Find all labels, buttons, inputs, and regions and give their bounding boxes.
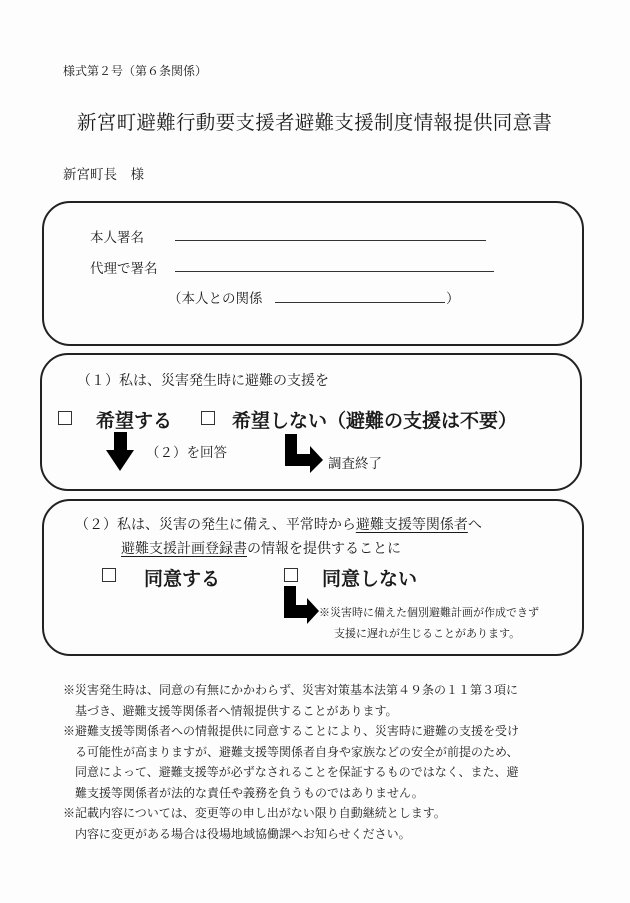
want-support-checkbox[interactable] [58,411,72,425]
proxy-signature-field[interactable] [175,271,494,272]
question2-prompt-line1: （２）私は、災害の発生に備え、平常時から避難支援等関係者へ [75,517,482,533]
arrow-turn-right-icon [283,586,323,624]
note-line: 難支援等関係者が法的な責任や義務を負うものではありません。 [63,785,424,800]
note-line: 基づき、避難支援等関係者へ情報提供することがあります。 [63,703,398,718]
form-number: 様式第２号（第６条関係） [63,64,208,78]
question2-prompt-line2: 避難支援計画登録書の情報を提供することに [121,541,401,557]
self-signature-field[interactable] [175,240,486,241]
consent-label: 同意する [144,568,221,590]
notes [63,680,519,844]
note-line: ※避難支援等関係者への情報提供に同意することにより、災害時に避難の支援を受け [63,724,520,738]
document-title: 新宮町避難行動要支援者避難支援制度情報提供同意書 [77,111,553,134]
note-line: 内容に変更がある場合は役場地域協働課へお知らせください。 [63,826,411,841]
arrow-turn-right-icon [285,434,325,474]
no-support-checkbox[interactable] [201,411,215,425]
no-consent-checkbox[interactable] [284,568,298,582]
relationship-label: （本人との関係 [168,291,263,307]
relationship-field[interactable] [275,302,445,303]
no-support-label: 希望しない（避難の支援は不要） [232,410,518,432]
arrow-down-icon [106,432,134,472]
question1-yes-next: （２）を回答 [146,445,227,461]
self-signature-label: 本人署名 [90,230,144,246]
want-support-label: 希望する [96,410,173,432]
no-consent-note-line1: ※災害時に備えた個別避難計画が作成できず [319,606,539,619]
addressee: 新宮町長 様 [63,167,144,183]
note-line: 同意によって、避難支援等が必ずなされることを保証するものではなく、また、避 [63,765,519,779]
note-line: る可能性が高まりますが、避難支援等関係者自身や家族などの安全が前提のため、 [63,744,519,759]
question1-prompt: （１）私は、災害発生時に避難の支援を [77,373,329,389]
proxy-signature-label: 代理で署名 [90,261,158,277]
relationship-close: ） [446,291,460,307]
no-consent-label: 同意しない [322,568,418,590]
note-line: ※記載内容については、変更等の申し出がない限り自動継続とします。 [63,806,446,820]
note-line: ※災害発生時は、同意の有無にかかわらず、災害対策基本法第４９条の１１第３項に [63,683,519,697]
question1-no-next: 調査終了 [328,456,382,472]
consent-checkbox[interactable] [102,568,116,582]
no-consent-note-line2: 支援に遅れが生じることがあります。 [334,627,521,640]
